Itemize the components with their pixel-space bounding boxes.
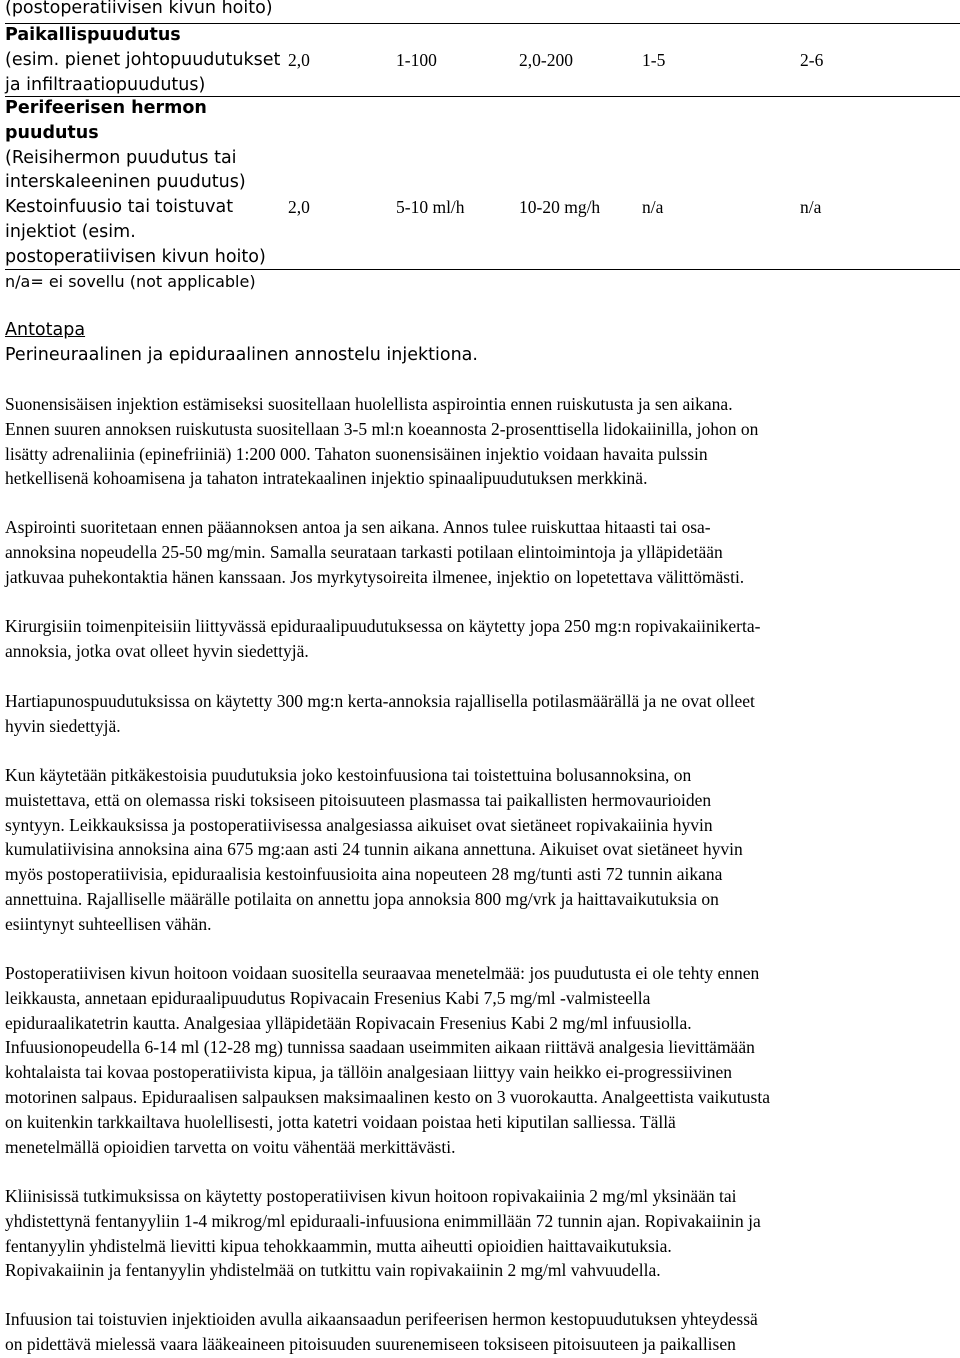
table-cell-onset: 1-5 bbox=[642, 49, 666, 70]
paragraph-line: hetkellisenä kohoamisena ja tahaton intratekaalinen injektio spinaalipuudutuksen merkkinä. bbox=[5, 468, 648, 489]
paragraph-line: Hartiapunospuudutuksissa on käytetty 300 mg:n kerta-annoksia rajallisella potilasmäärällä ja ne ovat olleet bbox=[5, 691, 755, 711]
paragraph-line: on pidettävä mielessä vaara lääkeaineen pitoisuuden suurenemiseen toksiseen pitoisuuteen ja paikallisen bbox=[5, 1333, 736, 1354]
table-cell-description: postoperatiivisen kivun hoito) bbox=[5, 246, 266, 267]
paragraph-line: myös postoperatiivisia, epiduraalisia kestoinfuusioita aina nopeuteen 28 mg/tunti asti 72 tunnin aikana bbox=[5, 864, 723, 885]
table-cell-dose: 2,0-200 bbox=[519, 49, 573, 70]
paragraph-line: annettuina. Rajalliselle määrälle potilaita on annettu jopa annoksia 800 mg/vrk ja haittavaikutuksia on bbox=[5, 888, 719, 909]
paragraph-line: muistettava, että on olemassa riski toksiseen pitoisuuteen plasmassa tai paikallisten hermovaurioiden bbox=[5, 789, 712, 810]
table-cell-concentration: 2,0 bbox=[288, 49, 310, 70]
table-cell-description: Kestoinfuusio tai toistuvat bbox=[5, 197, 234, 218]
table-cell-dose: 10-20 mg/h bbox=[519, 197, 601, 218]
paragraph-line: esiintynyt suhteellisen vähän. bbox=[5, 913, 212, 934]
paragraph-line: annoksina nopeudella 25-50 mg/min. Samalla seurataan tarkasti potilaan elintoimintoja ja ylläpidetään bbox=[5, 541, 723, 562]
section-title: Antotapa bbox=[5, 320, 86, 340]
paragraph-line: syntyyn. Leikkauksissa ja postoperatiivisessa analgesiassa aikuiset ovat sietäneet ropivakaiinia hyvin bbox=[5, 814, 713, 835]
table-cell-description: (Reisihermon puudutus tai bbox=[5, 147, 237, 168]
paragraph-line: on kuitenkin tarkkailtava huolellisesti, jotta katetri voidaan poistaa heti kiputilan salliessa. Tällä bbox=[5, 1111, 676, 1132]
table-cell-duration: 2-6 bbox=[800, 49, 824, 70]
paragraph-line: Postoperatiivisen kivun hoitoon voidaan suositella seuraavaa menetelmää: jos puudutusta ei ole tehty ennen bbox=[5, 963, 760, 983]
row-heading: puudutus bbox=[5, 122, 99, 143]
table-cell-description: ja infiltraatiopuudutus) bbox=[5, 74, 206, 95]
row-heading: Paikallispuudutus bbox=[5, 25, 181, 45]
row-heading: Perifeerisen hermon bbox=[5, 98, 207, 118]
paragraph-line: epiduraalikatetrin kautta. Analgesiaa ylläpidetään Ropivacain Fresenius Kabi 2 mg/ml infuusiolla. bbox=[5, 1012, 692, 1033]
paragraph-line: Infuusion tai toistuvien injektioiden avulla aikaansaadun perifeerisen hermon kestopuudutuksen yhteydessä bbox=[5, 1309, 758, 1329]
paragraph-line: menetelmällä opioidien tarvetta on voitu vähentää merkittävästi. bbox=[5, 1136, 456, 1157]
paragraph-line: Kun käytetään pitkäkestoisia puudutuksia joko kestoinfuusiona tai toistettuina bolusannoksina, on bbox=[5, 765, 692, 785]
paragraph-line: Ropivakaiinin ja fentanyylin yhdistelmää on tutkittu vain ropivakaiinin 2 mg/ml vahvuudella. bbox=[5, 1260, 661, 1281]
paragraph-line: Aspirointi suoritetaan ennen pääannoksen antoa ja sen aikana. Annos tulee ruiskuttaa hitaasti tai osa- bbox=[5, 517, 711, 537]
table-cell-duration: n/a bbox=[800, 197, 822, 218]
paragraph-line: jatkuvaa puhekontaktia hänen kanssaan. Jos myrkytysoireita ilmenee, injektio on lopetettava välittömästi. bbox=[5, 566, 745, 587]
section-heading bbox=[5, 318, 955, 343]
table-cell-description: injektiot (esim. bbox=[5, 222, 136, 242]
paragraph-postoperative-method bbox=[5, 961, 955, 1159]
paragraph-line: Suonensisäisen injektion estämiseksi suositellaan huolellista aspirointia ennen ruiskutusta ja sen aikana. bbox=[5, 394, 733, 414]
paragraph-line: lisätty adrenaliinia (epinefriiniä) 1:200 000. Tahaton suonensisäinen injektio voidaan havaita pulssin bbox=[5, 443, 708, 464]
paragraph-line: Kliinisissä tutkimuksissa on käytetty postoperatiivisen kivun hoitoon ropivakaiinia 2 mg/ml yksinään tai bbox=[5, 1186, 737, 1206]
table-cell-volume: 1-100 bbox=[396, 49, 437, 70]
paragraph-line: Infuusionopeudella 6-14 ml (12-28 mg) tunnissa saadaan useimmiten aikaan riittävä analgesia lievittämään bbox=[5, 1037, 755, 1058]
paragraph-line: yhdistettynä fentanyyliin 1-4 mikrog/ml epiduraali-infuusiona enimmillään 72 tunnin ajan. Ropivakaiinin ja bbox=[5, 1210, 761, 1231]
paragraph-line: hyvin siedettyjä. bbox=[5, 715, 121, 736]
table-cell-volume: 5-10 ml/h bbox=[396, 197, 465, 218]
table-cell-description: (postoperatiivisen kivun hoito) bbox=[5, 0, 273, 18]
paragraph-line: Kirurgisiin toimenpiteisiin liittyvässä epiduraalipuudutuksessa on käytetty jopa 250 mg:n ropivakaiinikerta- bbox=[5, 616, 761, 636]
paragraph-peripheral-infusion bbox=[5, 1307, 955, 1357]
paragraph-clinical-trials bbox=[5, 1184, 955, 1283]
section-intro: Perineuraalinen ja epiduraalinen annostelu injektiona. bbox=[5, 345, 478, 365]
paragraph-line: fentanyylin yhdistelmä lievitti kipua tehokkaammin, mutta aiheutti opioidien haittavaikutuksia. bbox=[5, 1235, 672, 1256]
paragraph-line: kumulatiivisina annoksina aina 675 mg:aan asti 24 tunnin aikana annettuna. Aikuiset ovat sietäneet hyvin bbox=[5, 839, 743, 860]
paragraph-long-term-block bbox=[5, 763, 955, 937]
paragraph-injection-rate bbox=[5, 515, 955, 589]
paragraph-aspiration bbox=[5, 392, 955, 491]
paragraph-epidural-dose bbox=[5, 614, 955, 664]
paragraph-line: kohtalaista tai kovaa postoperatiivista kipua, ja tällöin analgesiaan liittyy vain heikko ei-progressiivinen bbox=[5, 1062, 733, 1083]
paragraph-brachial-plexus bbox=[5, 689, 955, 739]
paragraph-line: motorinen salpaus. Epiduraalisen salpauksen maksimaalinen kesto on 3 vuorokautta. Analgeettista vaikutusta bbox=[5, 1086, 770, 1107]
paragraph-line: Ennen suuren annoksen ruiskutusta suositellaan 3-5 ml:n koeannosta 2-prosenttisella lidokaiinilla, johon on bbox=[5, 418, 759, 439]
table-cell-description: (esim. pienet johtopuudutukset bbox=[5, 49, 281, 70]
table-cell-description: interskaleeninen puudutus) bbox=[5, 172, 246, 193]
table-cell-concentration: 2,0 bbox=[288, 197, 310, 218]
table-cell-onset: n/a bbox=[642, 197, 664, 218]
footnote-text: n/a= ei sovellu (not applicable) bbox=[5, 272, 256, 291]
paragraph-line: leikkausta, annetaan epiduraalipuudutus Ropivacain Fresenius Kabi 7,5 mg/ml -valmisteella bbox=[5, 987, 651, 1008]
paragraph-line: annoksia, jotka ovat olleet hyvin siedettyjä. bbox=[5, 640, 309, 661]
